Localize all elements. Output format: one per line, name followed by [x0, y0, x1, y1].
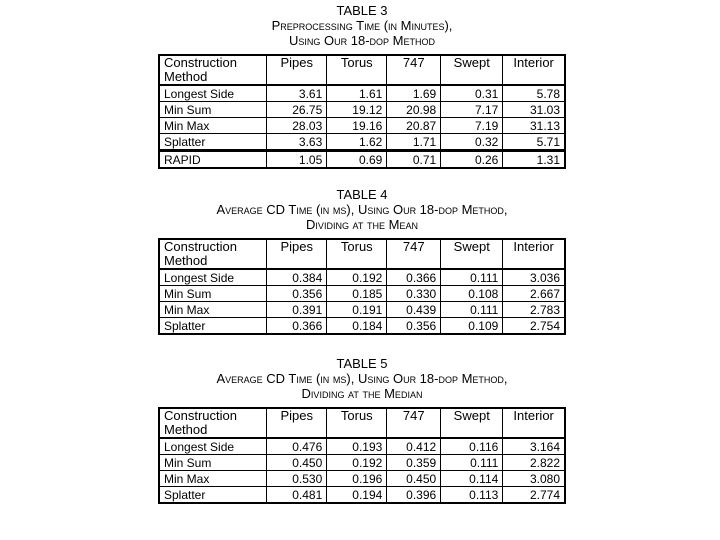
table-cell: 3.63 — [267, 134, 327, 151]
table-cell: 7.17 — [441, 102, 503, 118]
table-cell: 0.192 — [327, 455, 387, 471]
table5-col-header: 747 — [387, 408, 441, 438]
table-cell: 1.05 — [267, 151, 327, 169]
table-cell: 28.03 — [267, 118, 327, 134]
table3-title-line2: Using Our 18-dop Method — [289, 33, 435, 48]
table4-caption — [157, 187, 567, 232]
table-cell: 3.080 — [503, 471, 565, 487]
table-cell: 20.87 — [387, 118, 441, 134]
table-cell: 0.396 — [387, 487, 441, 504]
table-row — [159, 286, 565, 302]
table-row — [159, 102, 565, 118]
table-cell: 0.384 — [267, 269, 327, 286]
table4-col-header: Construction Method — [164, 239, 237, 268]
table-cell: 0.116 — [441, 438, 503, 455]
table-cell: 0.108 — [441, 286, 503, 302]
table3-col-header: Pipes — [267, 55, 327, 85]
table-cell: 0.26 — [441, 151, 503, 169]
table-cell: 0.71 — [387, 151, 441, 169]
table-cell: 0.69 — [327, 151, 387, 169]
table5-label: TABLE 5 — [336, 356, 388, 371]
table-cell: 0.194 — [327, 487, 387, 504]
table-cell: 0.193 — [327, 438, 387, 455]
table5-col-header: Swept — [441, 408, 503, 438]
table5-block — [157, 356, 567, 504]
table4-col-header: 747 — [387, 239, 441, 269]
table-cell: 0.109 — [441, 318, 503, 335]
table-cell: 7.19 — [441, 118, 503, 134]
table3-label: TABLE 3 — [336, 3, 388, 18]
table-cell: 0.114 — [441, 471, 503, 487]
table-cell: 0.450 — [387, 471, 441, 487]
table-row — [159, 302, 565, 318]
table5 — [158, 407, 566, 504]
table4 — [158, 238, 566, 335]
table-cell: 0.476 — [267, 438, 327, 455]
table-cell: 0.113 — [441, 487, 503, 504]
table-row — [159, 269, 565, 286]
table-cell: 3.036 — [503, 269, 565, 286]
row-label: Min Sum — [159, 102, 267, 118]
table5-title-line1: Average CD Time (in ms), Using Our 18-dop Method, — [216, 371, 508, 386]
table-cell: 0.31 — [441, 85, 503, 102]
row-label: Min Max — [159, 471, 267, 487]
table-cell: 0.111 — [441, 302, 503, 318]
row-label: Longest Side — [164, 270, 235, 285]
row-label: Splatter — [159, 318, 267, 335]
table-cell: 0.330 — [387, 286, 441, 302]
row-label: Min Sum — [159, 455, 267, 471]
table-cell: 0.192 — [327, 269, 387, 286]
table-cell: 0.366 — [387, 269, 441, 286]
table3-block — [157, 3, 567, 169]
table-cell: 2.774 — [503, 487, 565, 504]
table-cell: 3.61 — [267, 85, 327, 102]
table-cell: 3.164 — [503, 438, 565, 455]
table-cell: 0.481 — [267, 487, 327, 504]
table-cell: 0.366 — [267, 318, 327, 335]
table-cell: 1.61 — [327, 85, 387, 102]
table-row — [159, 438, 565, 455]
table4-col-header: Pipes — [267, 239, 327, 269]
table-cell: 0.356 — [387, 318, 441, 335]
table3-col-header: Interior — [503, 55, 565, 85]
table-cell: 5.78 — [503, 85, 565, 102]
table-cell: 0.184 — [327, 318, 387, 335]
table-cell: 20.98 — [387, 102, 441, 118]
table-row — [159, 134, 565, 151]
table-cell: 19.12 — [327, 102, 387, 118]
table4-col-header: Torus — [327, 239, 387, 269]
table-row — [159, 318, 565, 335]
row-label: Min Sum — [159, 286, 267, 302]
row-label: RAPID — [159, 151, 267, 169]
table-row — [159, 85, 565, 102]
table-cell: 0.191 — [327, 302, 387, 318]
table-cell: 5.71 — [503, 134, 565, 151]
row-label: Splatter — [159, 487, 267, 504]
table3-col-header: Construction Method — [164, 55, 237, 84]
table-cell: 0.439 — [387, 302, 441, 318]
table-cell: 2.667 — [503, 286, 565, 302]
table4-title-line1: Average CD Time (in ms), Using Our 18-dop Method, — [216, 202, 508, 217]
table3 — [158, 54, 566, 169]
table-cell: 1.69 — [387, 85, 441, 102]
table-cell: 0.412 — [387, 438, 441, 455]
table-row — [159, 487, 565, 504]
row-label: Min Max — [159, 118, 267, 134]
table-cell: 2.754 — [503, 318, 565, 335]
table-row — [159, 455, 565, 471]
table-cell: 0.359 — [387, 455, 441, 471]
table-cell: 0.185 — [327, 286, 387, 302]
table-cell: 1.71 — [387, 134, 441, 151]
table-cell: 0.356 — [267, 286, 327, 302]
table-cell: 31.13 — [503, 118, 565, 134]
table4-header-row — [159, 239, 565, 269]
table-cell: 0.530 — [267, 471, 327, 487]
table-cell: 2.783 — [503, 302, 565, 318]
row-label: Min Max — [159, 302, 267, 318]
table4-col-header: Interior — [503, 239, 565, 269]
table4-block — [157, 187, 567, 335]
table5-title-line2: Dividing at the Median — [301, 386, 423, 401]
table-cell: 19.16 — [327, 118, 387, 134]
table-row — [159, 471, 565, 487]
table-row — [159, 118, 565, 134]
table5-col-header: Torus — [327, 408, 387, 438]
table-cell: 0.111 — [441, 455, 503, 471]
table-cell: 0.450 — [267, 455, 327, 471]
table3-caption — [157, 3, 567, 48]
table-cell: 1.31 — [503, 151, 565, 169]
table-cell: 0.196 — [327, 471, 387, 487]
table3-header-row — [159, 55, 565, 85]
table-cell: 0.391 — [267, 302, 327, 318]
table5-caption — [157, 356, 567, 401]
table4-title-line2: Dividing at the Mean — [306, 217, 418, 232]
table5-col-header: Pipes — [267, 408, 327, 438]
table3-col-header: Torus — [327, 55, 387, 85]
row-label: Splatter — [159, 134, 267, 151]
table-cell: 26.75 — [267, 102, 327, 118]
table-cell: 0.32 — [441, 134, 503, 151]
table3-title-line1: Preprocessing Time (in Minutes), — [271, 18, 453, 33]
table5-header-row — [159, 408, 565, 438]
table3-col-header: Swept — [441, 55, 503, 85]
table-cell: 1.62 — [327, 134, 387, 151]
table4-col-header: Swept — [441, 239, 503, 269]
row-label: Longest Side — [164, 86, 235, 101]
table-cell: 31.03 — [503, 102, 565, 118]
row-label: Longest Side — [164, 439, 235, 454]
table5-col-header: Construction Method — [164, 408, 237, 437]
table4-label: TABLE 4 — [336, 187, 388, 202]
table-cell: 0.111 — [441, 269, 503, 286]
table3-col-header: 747 — [387, 55, 441, 85]
table-row — [159, 151, 565, 169]
table5-col-header: Interior — [503, 408, 565, 438]
table-cell: 2.822 — [503, 455, 565, 471]
